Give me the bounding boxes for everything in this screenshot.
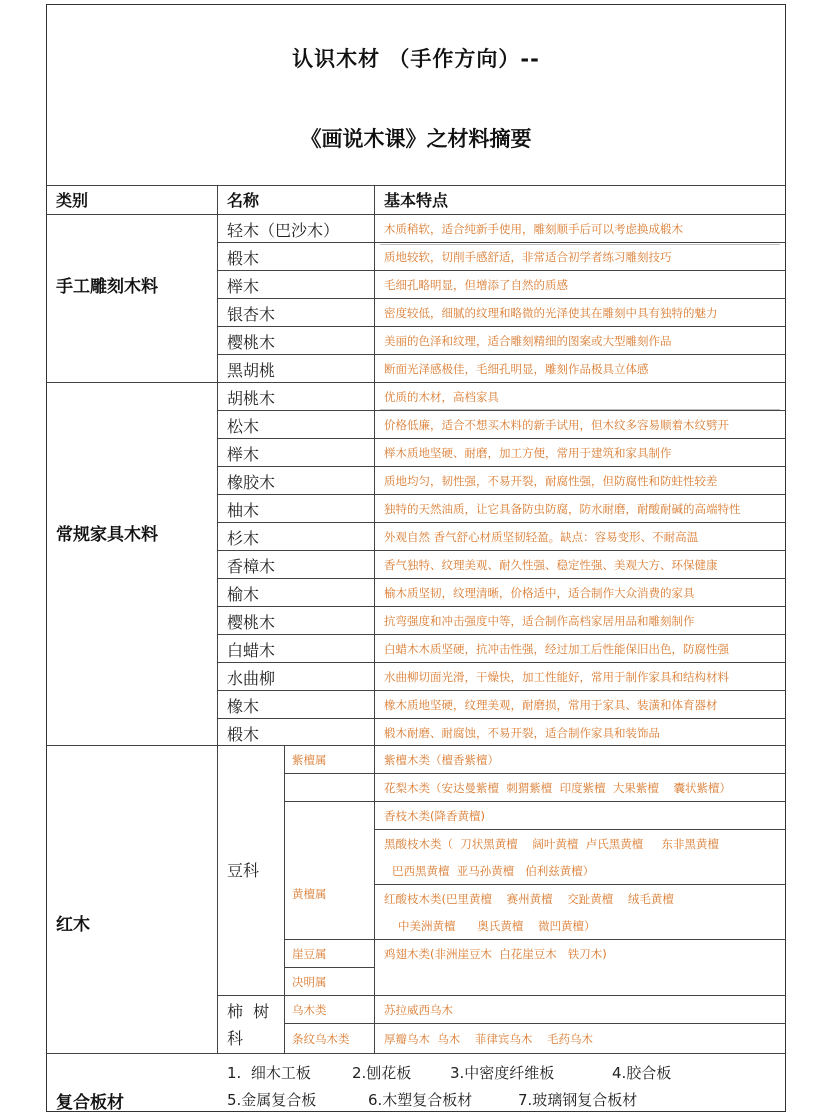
document-subtitle: 《画说木课》之材料摘要 bbox=[300, 127, 532, 151]
rosewood-detail: 花梨木类（安达曼紫檀 刺猬紫檀 印度紫檀 大果紫檀 囊状紫檀） bbox=[384, 781, 732, 795]
composite-item: 5.金属复合板 bbox=[227, 1091, 317, 1109]
genus-tiaowen: 条纹乌木类 bbox=[292, 1032, 350, 1046]
rosewood-detail: 香枝木类(降香黄檀) bbox=[384, 809, 485, 823]
table-row-name: 松木 bbox=[227, 417, 260, 436]
rosewood-detail: 厚瓣乌木 乌木 菲律宾乌木 毛药乌木 bbox=[384, 1032, 594, 1046]
table-row-name: 榉木 bbox=[227, 445, 260, 464]
table-row-name: 椴木 bbox=[227, 249, 260, 268]
table-row-name: 樱桃木 bbox=[227, 613, 276, 632]
category-handcarve: 手工雕刻木料 bbox=[56, 277, 158, 297]
table-row-name: 椴木 bbox=[227, 725, 260, 744]
table-row-feature: 木质稍软，适合纯新手使用，雕刻顺手后可以考虑换成椴木 bbox=[384, 222, 683, 236]
table-row-feature: 椴木耐磨、耐腐蚀，不易开裂，适合制作家具和装饰品 bbox=[384, 726, 660, 740]
composite-item: 2.刨花板 bbox=[352, 1064, 412, 1082]
table-row-feature: 质地较软，切削手感舒适，非常适合初学者练习雕刻技巧 bbox=[384, 250, 672, 264]
category-composite: 复合板材 bbox=[56, 1093, 124, 1113]
table-row-feature: 密度较低，细腻的纹理和略微的光泽使其在雕刻中具有独特的魅力 bbox=[384, 306, 718, 320]
table-row-name: 橡胶木 bbox=[227, 473, 276, 492]
table-row-feature: 橡木质地坚硬，纹理美观，耐磨损，常用于家具、装潢和体育器材 bbox=[384, 698, 718, 712]
genus-zitan: 紫檀属 bbox=[292, 753, 327, 767]
table-row-feature: 美丽的色泽和纹理，适合雕刻精细的图案或大型雕刻作品 bbox=[384, 334, 672, 348]
rosewood-detail: 鸡翅木类(非洲崖豆木 白花崖豆木 铁刀木) bbox=[384, 947, 607, 961]
header-name: 名称 bbox=[227, 191, 260, 210]
genus-wumu: 乌木类 bbox=[292, 1003, 327, 1017]
table-row-feature: 质地均匀，韧性强，不易开裂，耐腐性强，但防腐性和防蛀性较差 bbox=[384, 474, 718, 488]
composite-item: 4.胶合板 bbox=[612, 1064, 672, 1082]
table-row-feature: 白蜡木木质坚硬，抗冲击性强，经过加工后性能保旧出色，防腐性强 bbox=[384, 642, 729, 656]
family-shishu-2: 科 bbox=[227, 1029, 244, 1048]
table-row-feature: 榉木质地坚硬、耐磨，加工方便，常用于建筑和家具制作 bbox=[384, 446, 672, 460]
table-row-name: 榉木 bbox=[227, 277, 260, 296]
rosewood-detail: 巴西黑黄檀 亚马孙黄檀 伯利兹黄檀） bbox=[392, 864, 595, 878]
table-row-feature: 价格低廉，适合不想买木料的新手试用，但木纹多容易顺着木纹劈开 bbox=[384, 418, 729, 432]
table-row-feature: 香气独特、纹理美观、耐久性强、稳定性强、美观大方、环保健康 bbox=[384, 558, 718, 572]
table-row-feature: 断面光泽感极佳，毛细孔明显，雕刻作品极具立体感 bbox=[384, 362, 649, 376]
header-category: 类别 bbox=[56, 191, 89, 210]
table-row-name: 轻木（巴沙木） bbox=[227, 221, 340, 240]
family-shishu: 柿 树 bbox=[227, 1002, 270, 1021]
table-row-name: 榆木 bbox=[227, 585, 260, 604]
rosewood-detail: 红酸枝木类(巴里黄檀 赛州黄檀 交趾黄檀 绒毛黄檀 bbox=[384, 892, 674, 906]
table-row-feature: 榆木质坚韧，纹理清晰，价格适中，适合制作大众消费的家具 bbox=[384, 586, 695, 600]
composite-item: 3.中密度纤维板 bbox=[450, 1064, 555, 1082]
genus-jueming: 决明属 bbox=[292, 975, 327, 989]
family-douke: 豆科 bbox=[227, 861, 260, 880]
table-row-name: 柚木 bbox=[227, 501, 260, 520]
table-row-feature: 抗弯强度和冲击强度中等，适合制作高档家居用品和雕刻制作 bbox=[384, 614, 695, 628]
table-row-feature: 外观自然 香气舒心材质坚韧轻盈。缺点：容易变形、不耐高温 bbox=[384, 530, 699, 544]
rosewood-detail: 紫檀木类（檀香紫檀） bbox=[384, 753, 499, 767]
table-row-name: 银杏木 bbox=[227, 305, 276, 324]
category-furniture: 常规家具木料 bbox=[56, 525, 158, 545]
composite-item: 6.木塑复合板材 bbox=[368, 1091, 473, 1109]
header-feature: 基本特点 bbox=[384, 191, 449, 210]
document-title: 认识木材 （手作方向）-- bbox=[292, 47, 540, 71]
rosewood-detail: 中美洲黄檀 奥氏黄檀 微凹黄檀） bbox=[398, 919, 596, 933]
table-row-name: 胡桃木 bbox=[227, 389, 276, 408]
table-row-feature: 优质的木材，高档家具 bbox=[384, 390, 499, 404]
table-row-feature: 毛细孔略明显，但增添了自然的质感 bbox=[384, 278, 568, 292]
table-row-feature: 水曲柳切面光滑，干燥快，加工性能好，常用于制作家具和结构材料 bbox=[384, 670, 729, 684]
table-row-feature: 独特的天然油质，让它具备防虫防腐，防水耐磨，耐酸耐碱的高端特性 bbox=[384, 502, 741, 516]
table-row-name: 樱桃木 bbox=[227, 333, 276, 352]
table-row-name: 白蜡木 bbox=[227, 641, 276, 660]
genus-yadou: 崖豆属 bbox=[292, 947, 327, 961]
rosewood-detail: 黑酸枝木类（ 刀状黑黄檀 阔叶黄檀 卢氏黑黄檀 东非黑黄檀 bbox=[384, 837, 720, 851]
table-row-name: 水曲柳 bbox=[227, 669, 276, 688]
composite-item: 7.玻璃钢复合板材 bbox=[518, 1091, 638, 1109]
table-row-name: 橡木 bbox=[227, 697, 260, 716]
composite-item: 1. 细木工板 bbox=[227, 1064, 311, 1082]
table-row-name: 黑胡桃 bbox=[227, 361, 276, 380]
table-row-name: 香樟木 bbox=[227, 557, 276, 576]
category-rosewood: 红木 bbox=[56, 915, 90, 935]
rosewood-detail: 苏拉威西乌木 bbox=[384, 1003, 453, 1017]
genus-huangtan: 黄檀属 bbox=[292, 887, 327, 901]
table-row-name: 杉木 bbox=[227, 529, 260, 548]
